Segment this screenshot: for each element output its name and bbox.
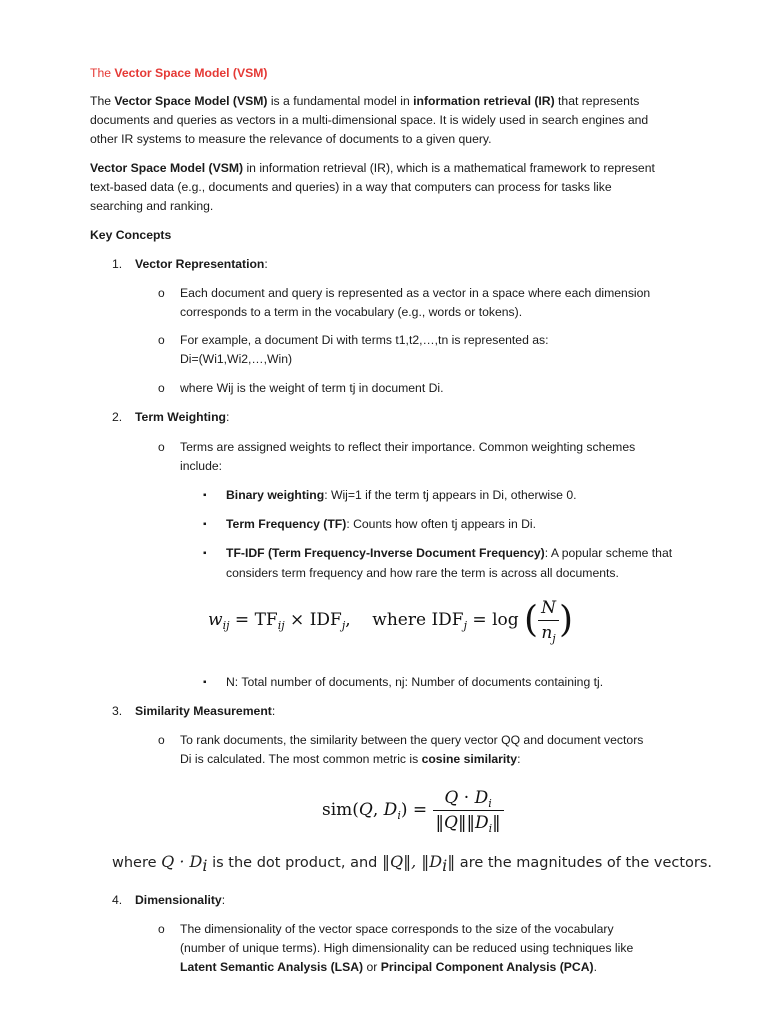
intro-b2: information retrieval (IR) [413, 94, 555, 108]
s3-colon: : [271, 704, 276, 718]
cs-den-c: ‖ [492, 813, 501, 833]
circle-bullet-icon: o [158, 333, 165, 347]
s3-bullet-1-line-1: To rank documents, the similarity between the query vector QQ and document vectors [180, 733, 644, 747]
s1-bullet-1-line-1: Each document and query is represented as a vector in a space where each dimension [180, 286, 651, 300]
square-bullet-icon: ▪ [203, 490, 207, 501]
sq2-text: : Counts how often tj appears in Di. [346, 517, 536, 531]
cs-comma: , [372, 800, 384, 820]
tf-idf-formula [208, 598, 573, 643]
section-2-heading [135, 408, 229, 427]
title-bold: Vector Space Model (VSM) [114, 66, 268, 80]
square-bullet-icon: ▪ [203, 677, 207, 688]
intro-line-1 [90, 92, 639, 111]
circle-bullet-icon: o [158, 286, 165, 300]
para2-b1: Vector Space Model (VSM) [90, 161, 244, 175]
s4-bullet-1-line-1: The dimensionality of the vector space corresponds to the size of the vocabulary [180, 922, 614, 936]
section-4-number: 4. [112, 893, 123, 907]
binary-weighting-item [226, 486, 577, 505]
cs-num-d: D [474, 788, 489, 808]
note-nq-b: ‖, ‖ [403, 852, 430, 871]
circle-bullet-icon: o [158, 733, 165, 747]
sq3-text: : A popular scheme that [544, 546, 673, 560]
s2-bullet-1-line-2: include: [180, 459, 223, 473]
s1-bullet-2-line-2: Di=(Wi1,Wi2,…,Win) [180, 352, 293, 366]
cs-sim: sim( [322, 800, 359, 820]
s4-heading-text: Dimensionality [135, 893, 222, 907]
section-1-number: 1. [112, 257, 123, 271]
cs-close: ) = [400, 800, 433, 820]
section-3-number: 3. [112, 704, 123, 718]
s3-heading-text: Similarity Measurement [135, 704, 272, 718]
f-eq: = [229, 610, 255, 630]
sq3-bold: TF-IDF (Term Frequency-Inverse Document Frequency) [226, 546, 545, 560]
n-definition-item: N: Total number of documents, nj: Number of documents containing tj. [226, 675, 604, 689]
f-lparen: ( [524, 599, 539, 641]
note-t3: are the magnitudes of the vectors. [455, 855, 713, 871]
key-concepts-text: Key Concepts [90, 228, 172, 242]
f-log: = log [467, 610, 519, 630]
s4-l3c: Principal Component Analysis (PCA) [380, 960, 594, 974]
f-idf-sub: j [341, 619, 346, 632]
s4-l3d: . [593, 960, 597, 974]
cs-fraction [433, 788, 504, 833]
cs-den-b: ‖‖ [457, 813, 475, 833]
note-d-sub: i [202, 856, 208, 875]
cs-q: Q [358, 800, 373, 820]
square-bullet-icon: ▪ [203, 519, 207, 530]
s4-colon: : [221, 893, 226, 907]
s1-colon: : [264, 257, 268, 271]
section-3-heading [135, 702, 275, 721]
f-tf-sub: ij [277, 619, 285, 632]
note-t2: is the dot product, and [207, 855, 382, 871]
sq1-text: : Wij=1 if the term tj appears in Di, otherwise 0. [324, 488, 577, 502]
para2-line-1 [90, 159, 655, 178]
tf-idf-item-line-2: considers term frequency and how rare the term is across all documents. [226, 566, 619, 580]
intro-line-3: other IR systems to measure the relevance of documents to a given query. [90, 132, 492, 146]
f-rparen: ) [558, 599, 573, 641]
para2-line-3: searching and ranking. [90, 199, 214, 213]
sq2-bold: Term Frequency (TF) [226, 517, 347, 531]
section-1-heading [135, 255, 268, 274]
tf-idf-item-line-1 [226, 544, 672, 563]
note-q: Q [161, 852, 175, 871]
circle-bullet-icon: o [158, 440, 165, 454]
s3-l2b: cosine similarity [421, 752, 518, 766]
f-where: where IDF [372, 610, 464, 630]
cs-den-q: Q [444, 813, 458, 833]
note-nq: Q [389, 852, 404, 871]
para2-t1: in information retrieval (IR), which is a mathematical framework to represent [243, 161, 655, 175]
cs-numerator [433, 788, 504, 811]
f-where-sub: j [463, 619, 468, 632]
s4-l3a: Latent Semantic Analysis (LSA) [180, 960, 364, 974]
s1-bullet-2-line-1: For example, a document Di with terms t1,t2,…,tn is represented as: [180, 333, 549, 347]
section-4-heading [135, 891, 225, 910]
cs-den-sub: i [488, 822, 493, 835]
cs-dot: · [458, 788, 475, 808]
term-frequency-item [226, 515, 536, 534]
s4-l3b: or [363, 960, 381, 974]
intro-b1: Vector Space Model (VSM) [114, 94, 268, 108]
note-dot: · [174, 852, 190, 871]
s1-bullet-1-line-2: corresponds to a term in the vocabulary (e.g., words or tokens). [180, 305, 523, 319]
s3-l2a: Di is calculated. The most common metric is [180, 752, 422, 766]
s1-bullet-3-line-1: where Wij is the weight of term tj in document Di. [180, 381, 444, 395]
cs-denominator [433, 811, 504, 833]
s2-heading-text: Term Weighting [135, 410, 226, 424]
note-t1: where [112, 855, 162, 871]
para2-line-2: text-based data (e.g., documents and queries) in a way that computers can process for tasks like [90, 180, 612, 194]
f-fraction [538, 598, 559, 643]
s3-bullet-1-line-2 [180, 750, 520, 769]
note-d: D [189, 852, 203, 871]
note-nd-b: ‖ [447, 852, 456, 871]
note-nd-sub: i [442, 856, 448, 875]
title-prefix: The [90, 66, 112, 80]
f-w: w [208, 610, 223, 630]
s1-heading-text: Vector Representation [135, 257, 265, 271]
page-title [90, 64, 267, 83]
cs-den-a: ‖ [435, 813, 445, 833]
cs-d: D [383, 800, 398, 820]
f-comma: , [345, 610, 351, 630]
sq1-bold: Binary weighting [226, 488, 325, 502]
s2-bullet-1-line-1: Terms are assigned weights to reflect their importance. Common weighting schemes [180, 440, 636, 454]
cs-d-sub: i [397, 809, 401, 822]
cosine-note [112, 852, 713, 875]
cs-num-q: Q [444, 788, 459, 808]
circle-bullet-icon: o [158, 381, 165, 395]
f-tf: TF [254, 610, 278, 630]
circle-bullet-icon: o [158, 922, 165, 936]
intro-t2: is a fundamental model in [267, 94, 414, 108]
key-concepts-heading [90, 226, 171, 245]
section-2-number: 2. [112, 410, 123, 424]
f-den [538, 621, 559, 643]
f-times: × [284, 610, 310, 630]
f-idf: IDF [309, 610, 342, 630]
f-den-n: n [541, 623, 553, 643]
square-bullet-icon: ▪ [203, 548, 207, 559]
f-num: N [538, 598, 559, 621]
note-nq-a: ‖ [381, 852, 390, 871]
s2-colon: : [225, 410, 230, 424]
cosine-similarity-formula [322, 788, 504, 833]
cs-den-d: D [474, 813, 489, 833]
intro-t3: that represents [554, 94, 640, 108]
cs-num-sub: i [488, 797, 492, 810]
s3-l2c: : [517, 752, 521, 766]
intro-line-2: documents and queries as vectors in a multi-dimensional space. It is widely used in search engines and [90, 113, 649, 127]
s4-bullet-1-line-2: (number of unique terms). High dimensionality can be reduced using techniques like [180, 941, 634, 955]
f-w-sub: ij [222, 619, 230, 632]
note-nd: D [429, 852, 443, 871]
intro-t1: The [90, 94, 115, 108]
s4-bullet-1-line-3 [180, 958, 597, 977]
f-den-sub: j [552, 632, 556, 645]
